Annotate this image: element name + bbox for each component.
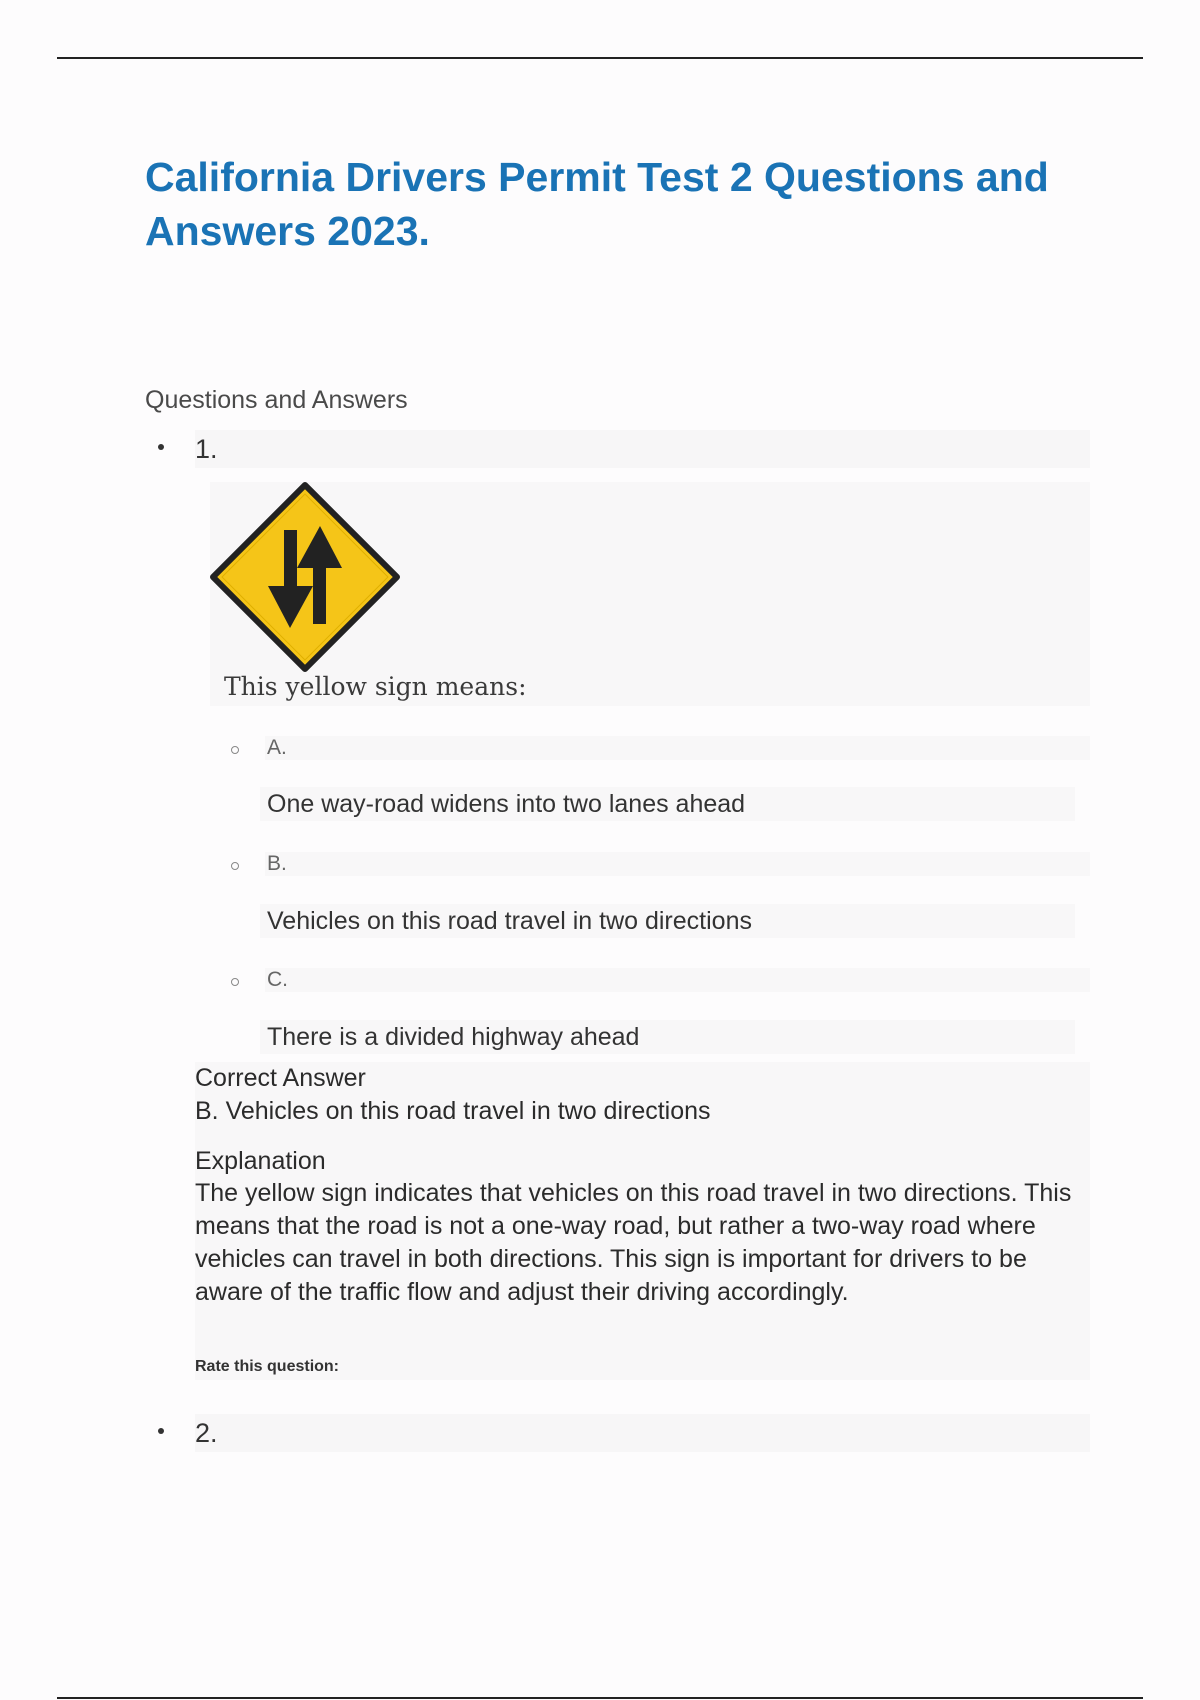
bottom-rule [57, 1697, 1143, 1699]
correct-answer-heading: Correct Answer [195, 1064, 366, 1092]
section-heading: Questions and Answers [145, 386, 408, 414]
question-band [195, 430, 1090, 468]
question-number: 2. [195, 1418, 218, 1448]
question-number-row [145, 430, 1090, 468]
answer-block [195, 1062, 1090, 1380]
document-title: California Drivers Permit Test 2 Questions and Answers 2023. [145, 154, 1049, 254]
circle-bullet-icon [231, 746, 239, 754]
option-letter: C. [267, 968, 288, 991]
option-band [265, 736, 1090, 760]
option-b-text: Vehicles on this road travel in two directions [260, 904, 1075, 938]
rate-question-label: Rate this question: [195, 1358, 340, 1375]
question-band [195, 1414, 1090, 1452]
bullet-icon [158, 444, 164, 450]
explanation-text: The yellow sign indicates that vehicles on this road travel in two directions. This means that the road is not a one-way road, but rather a two-way road where vehicles can travel in both directions. This sign is important for drivers to be aware of the traffic flow and adjust their driving accordingly. [195, 1179, 1072, 1306]
option-letter: B. [267, 852, 287, 875]
circle-bullet-icon [231, 862, 239, 870]
option-band [265, 852, 1090, 876]
question-prompt: This yellow sign means: [224, 672, 527, 701]
circle-bullet-icon [231, 978, 239, 986]
option-c-text: There is a divided highway ahead [260, 1020, 1075, 1054]
question-number: 1. [195, 434, 218, 464]
correct-answer-value: B. Vehicles on this road travel in two directions [195, 1097, 711, 1125]
question-card [210, 482, 1090, 706]
option-a-row[interactable] [225, 736, 1090, 760]
option-a-text: One way-road widens into two lanes ahead [260, 787, 1075, 821]
two-way-traffic-sign-icon [210, 482, 400, 672]
option-c-row[interactable] [225, 968, 1090, 992]
bullet-icon [158, 1428, 164, 1434]
option-letter: A. [267, 736, 287, 759]
option-b-row[interactable] [225, 852, 1090, 876]
question-number-row [145, 1414, 1090, 1452]
top-rule [57, 57, 1143, 59]
option-band [265, 968, 1090, 992]
explanation-heading: Explanation [195, 1147, 326, 1175]
